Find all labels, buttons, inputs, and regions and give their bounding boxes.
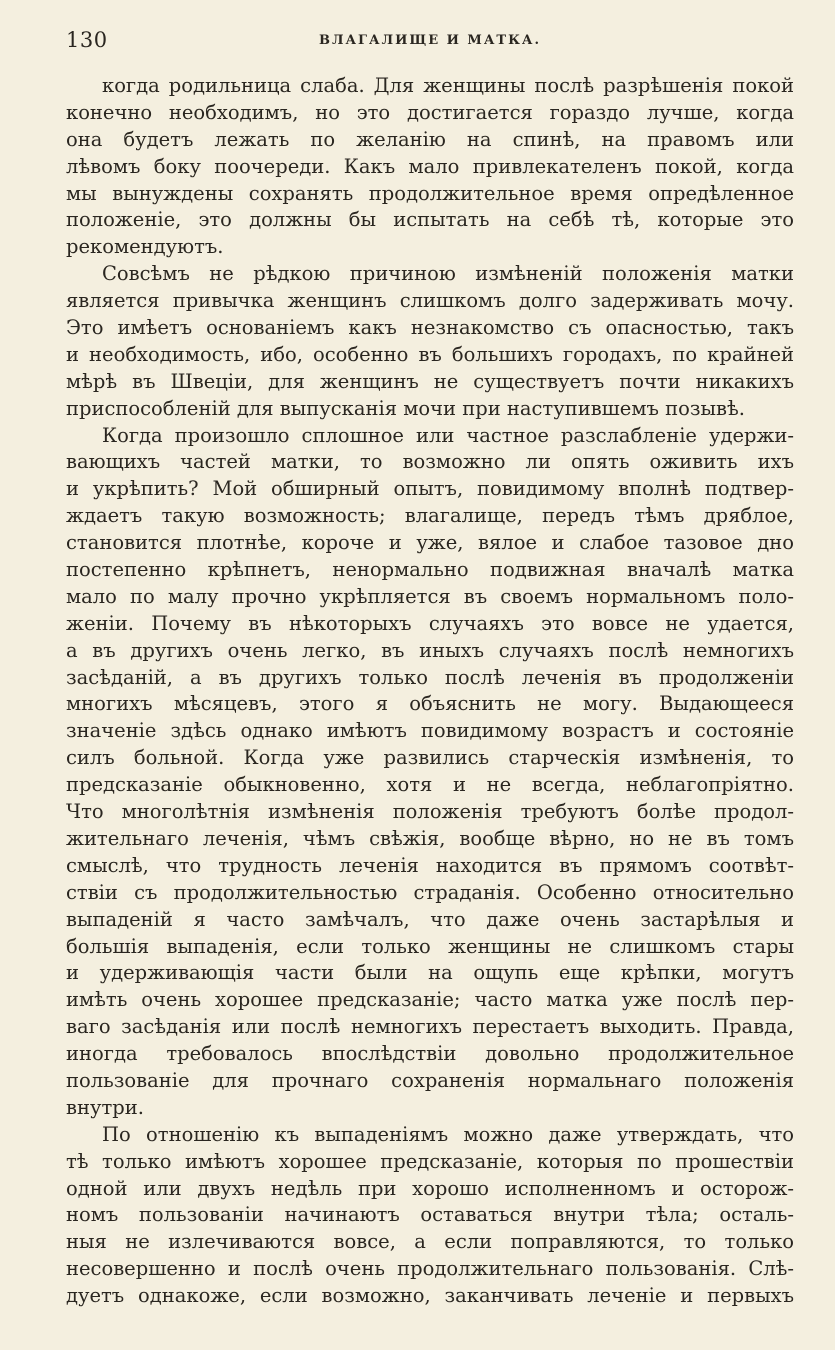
text-line: имѣть очень хорошее предсказаніе; часто матка уже послѣ пер-	[66, 988, 794, 1012]
text-line: многихъ мѣсяцевъ, этого я объяснить не могу. Выдающееся	[66, 692, 794, 716]
text-line: Это имѣетъ основаніемъ какъ незнакомство съ опасностью, такъ	[66, 316, 794, 340]
text-line: значеніе здѣсь однако имѣютъ повидимому возрастъ и состояніе	[66, 719, 794, 743]
text-line: засѣданій, а въ другихъ только послѣ леченія въ продолженіи	[66, 665, 794, 689]
paragraph	[66, 261, 794, 422]
text-line: тѣ только имѣютъ хорошее предсказаніе, которыя по прошествіи	[66, 1149, 794, 1173]
text-line: иногда требовалось впослѣдствіи довольно продолжительное	[66, 1042, 794, 1066]
text-line: Когда произошло сплошное или частное разслабленіе удержи-	[102, 423, 794, 447]
text-line: вающихъ частей матки, то возможно ли опять оживить ихъ	[66, 450, 794, 474]
text-line: постепенно крѣпнетъ, ненормально подвижная вначалѣ матка	[66, 558, 794, 582]
text-line: мало по малу прочно укрѣпляется въ своемъ нормальномъ поло-	[66, 584, 794, 608]
text-line: дуетъ однакоже, если возможно, заканчивать леченіе и первыхъ	[66, 1284, 794, 1308]
text-line: несовершенно и послѣ очень продолжительнаго пользованія. Слѣ-	[66, 1257, 794, 1281]
text-line: жительнаго леченія, чѣмъ свѣжія, вообще вѣрно, но не въ томъ	[66, 826, 794, 850]
text-line: Совсѣмъ не рѣдкою причиною измѣненій положенія матки	[102, 262, 794, 286]
text-line: ныя не излечиваются вовсе, а если поправляются, то только	[66, 1230, 794, 1254]
text-line: является привычка женщинъ слишкомъ долго задерживать мочу.	[66, 289, 794, 313]
text-line: большія выпаденія, если только женщины не слишкомъ стары	[66, 934, 794, 958]
text-line: а въ другихъ очень легко, въ иныхъ случаяхъ послѣ немногихъ	[66, 638, 794, 662]
text-line: лѣвомъ боку поочереди. Какъ мало привлекателенъ покой, когда	[66, 154, 794, 178]
paragraph	[66, 423, 794, 1122]
text-line: и укрѣпить? Мой обширный опытъ, повидимому вполнѣ подтвер-	[66, 477, 794, 501]
text-line: мы вынуждены сохранять продолжительное время опредѣленное	[66, 181, 794, 205]
text-line: и удерживающія части были на ощупь еще крѣпки, могутъ	[66, 961, 794, 985]
text-line: пользованіе для прочнаго сохраненія нормальнаго положенія	[66, 1068, 794, 1092]
text-line: выпаденій я часто замѣчалъ, что даже очень застарѣлыя и	[66, 907, 794, 931]
text-line: и необходимость, ибо, особенно въ большихъ городахъ, по крайней	[66, 342, 794, 366]
text-line: приспособленій для выпусканія мочи при наступившемъ позывѣ.	[66, 396, 745, 420]
text-line: становится плотнѣе, короче и уже, вялое и слабое тазовое дно	[66, 531, 794, 555]
page-header	[66, 28, 794, 58]
text-line: она будетъ лежать по желанію на спинѣ, на правомъ или	[66, 127, 794, 151]
body-text	[66, 73, 794, 1310]
text-line: рекомендуютъ.	[66, 235, 224, 259]
text-line: Что многолѣтнія измѣненія положенія требуютъ болѣе продол-	[66, 800, 794, 824]
text-line: ждаетъ такую возможность; влагалище, передъ тѣмъ дряблое,	[66, 504, 794, 528]
paragraph	[66, 73, 794, 261]
page-number: 130	[66, 28, 108, 52]
text-line: когда родильница слаба. Для женщины послѣ разрѣшенія покой	[102, 74, 794, 97]
text-line: положеніе, это должны бы испытать на себѣ тѣ, которые это	[66, 208, 794, 232]
text-line: силъ больной. Когда уже развились старческія измѣненія, то	[66, 746, 794, 770]
text-line: внутри.	[66, 1095, 144, 1119]
text-line: По отношенію къ выпаденіямъ можно даже утверждать, что	[102, 1122, 794, 1146]
text-line: ствіи съ продолжительностью страданія. Особенно относительно	[66, 880, 794, 904]
text-line: одной или двухъ недѣль при хорошо исполненномъ и осторож-	[66, 1176, 794, 1200]
text-line: предсказаніе обыкновенно, хотя и не всегда, неблагопріятно.	[66, 773, 794, 797]
text-line: номъ пользованіи начинаютъ оставаться внутри тѣла; осталь-	[66, 1203, 794, 1227]
text-line: смыслѣ, что трудность леченія находится въ прямомъ соотвѣт-	[66, 853, 794, 877]
text-line: женіи. Почему въ нѣкоторыхъ случаяхъ это вовсе не удается,	[66, 611, 794, 635]
running-title: ВЛАГАЛИЩЕ И МАТКА.	[318, 33, 542, 48]
text-line: мѣрѣ въ Швеціи, для женщинъ не существуетъ почти никакихъ	[66, 369, 794, 393]
paragraph	[66, 1122, 794, 1310]
text-line: ваго засѣданія или послѣ немногихъ перестаетъ выходить. Правда,	[66, 1015, 794, 1039]
text-line: конечно необходимъ, но это достигается гораздо лучше, когда	[66, 100, 794, 124]
